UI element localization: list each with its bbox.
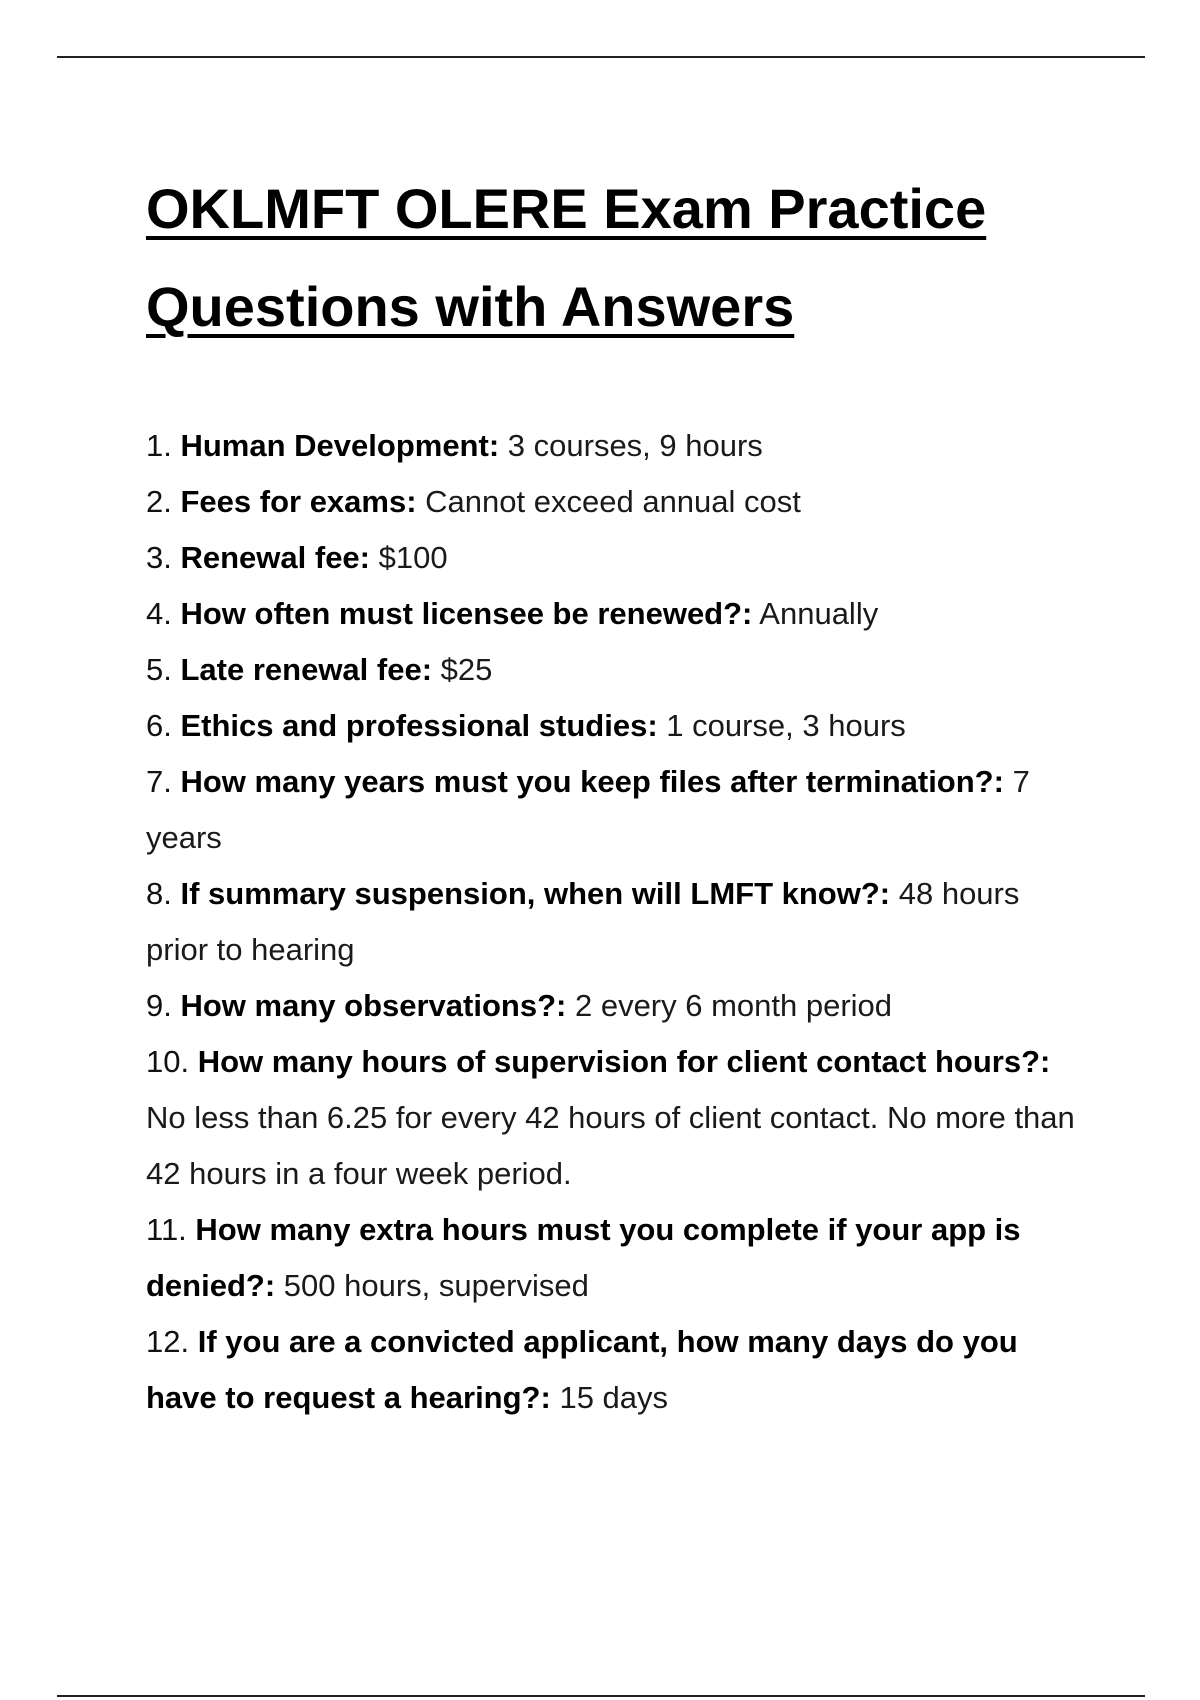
item-answer: $100: [378, 540, 448, 575]
item-answer: 7 years: [146, 764, 1030, 855]
top-rule: [57, 56, 1145, 58]
item-question: How many extra hours must you complete if your app is denied?:: [146, 1212, 1021, 1303]
qa-item-8: [146, 866, 1081, 978]
bottom-rule: [57, 1695, 1145, 1697]
qa-item-2: [146, 474, 1081, 530]
qa-item-3: [146, 530, 1081, 586]
qa-item-6: [146, 698, 1081, 754]
item-question: If summary suspension, when will LMFT know?:: [180, 876, 891, 911]
qa-item-12: [146, 1314, 1081, 1426]
item-number: 11.: [146, 1212, 187, 1247]
item-number: 3.: [146, 540, 172, 575]
item-answer: 15 days: [559, 1380, 669, 1415]
title-line-1: OKLMFT OLERE Exam Practice: [146, 177, 987, 240]
item-answer: No less than 6.25 for every 42 hours of client contact. No more than 42 hours in a four week period.: [146, 1100, 1075, 1191]
item-number: 5.: [146, 652, 172, 687]
item-answer: 2 every 6 month period: [574, 988, 893, 1023]
item-answer: 3 courses, 9 hours: [507, 428, 763, 463]
item-question: Human Development:: [180, 428, 500, 463]
item-number: 12.: [146, 1324, 190, 1359]
qa-item-1: [146, 418, 1081, 474]
item-answer: Annually: [759, 596, 879, 631]
qa-item-10: [146, 1034, 1081, 1202]
qa-item-9: [146, 978, 1081, 1034]
item-question: Late renewal fee:: [180, 652, 433, 687]
item-number: 7.: [146, 764, 172, 799]
item-number: 10.: [146, 1044, 190, 1079]
item-question: Ethics and professional studies:: [180, 708, 658, 743]
title-line-2: Questions with Answers: [146, 275, 795, 338]
item-answer: $25: [440, 652, 493, 687]
item-question: If you are a convicted applicant, how many days do you have to request a hearing?:: [146, 1324, 1018, 1415]
item-answer: 1 course, 3 hours: [666, 708, 906, 743]
item-number: 4.: [146, 596, 172, 631]
item-question: How often must licensee be renewed?:: [180, 596, 753, 631]
qa-item-11: [146, 1202, 1081, 1314]
qa-item-7: [146, 754, 1081, 866]
item-number: 2.: [146, 484, 172, 519]
item-question: Renewal fee:: [180, 540, 370, 575]
qa-item-4: [146, 586, 1081, 642]
item-number: 1.: [146, 428, 172, 463]
qa-list: [146, 418, 1081, 1426]
qa-item-5: [146, 642, 1081, 698]
item-number: 9.: [146, 988, 172, 1023]
item-number: 6.: [146, 708, 172, 743]
item-number: 8.: [146, 876, 172, 911]
item-answer: 48 hours prior to hearing: [146, 876, 1020, 967]
item-question: How many hours of supervision for client contact hours?:: [197, 1044, 1051, 1079]
item-question: How many observations?:: [180, 988, 567, 1023]
item-answer: 500 hours, supervised: [283, 1268, 589, 1303]
item-answer: Cannot exceed annual cost: [425, 484, 801, 519]
item-question: How many years must you keep files after termination?:: [180, 764, 1004, 799]
document-title: [146, 160, 1106, 356]
item-question: Fees for exams:: [180, 484, 417, 519]
